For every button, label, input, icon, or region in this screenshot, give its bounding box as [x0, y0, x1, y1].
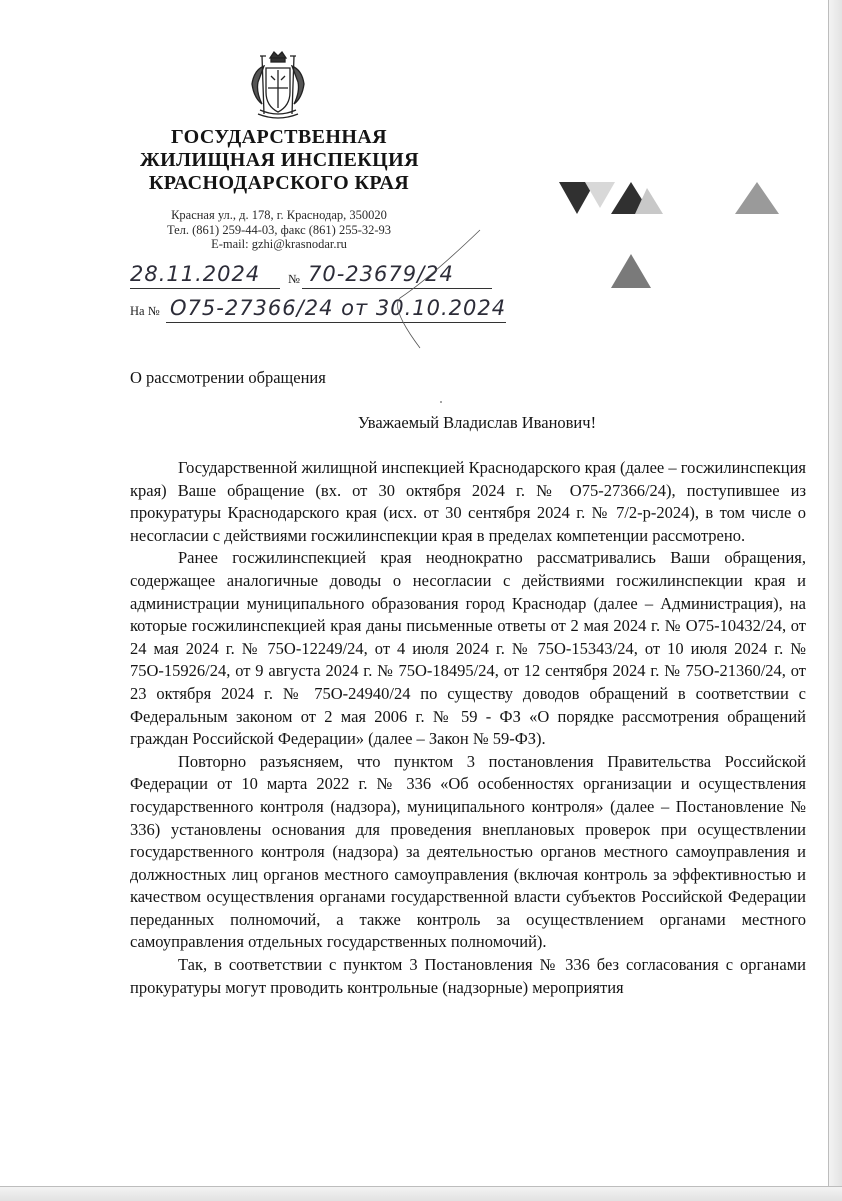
reference-label: На №	[130, 304, 160, 318]
agency-address: Красная ул., д. 178, г. Краснодар, 350020	[171, 208, 387, 222]
reference-number: О75-27366/24 от 30.10.2024	[170, 296, 507, 320]
letter-body	[130, 457, 806, 999]
paragraph: Так, в соответствии с пунктом 3 Постановления № 336 без согласования с органами прокуратуры могут проводить контрольные (надзорные) мероприятия	[130, 955, 806, 997]
agency-name	[140, 126, 418, 195]
agency-email: E-mail: gzhi@krasnodar.ru	[211, 237, 347, 251]
agency-name-line-1: ГОСУДАРСТВЕННАЯ	[171, 126, 387, 148]
scan-edge-bottom	[0, 1186, 842, 1201]
letter-subject: О рассмотрении обращения	[130, 368, 326, 387]
date-underline	[130, 288, 280, 289]
letter-greeting: Уважаемый Владислав Иванович!	[357, 413, 597, 432]
handwriting-stroke	[280, 228, 500, 358]
outgoing-number-label: №	[288, 272, 300, 286]
paragraph: Повторно разъясняем, что пунктом 3 постановления Правительства Российской Федерации от 10 марта 2022 г. № 336 «Об особенностях организации и осуществления государственного контроля (надзора), муниципального контроля» (далее – Постановление № 336) установлены основания для проведения внеплановых проверок при осуществлении государственного контроля (надзора) за деятельностью органов местного самоуправления и должностных лиц органов местного самоуправления (включая контроль за эффективностью и качеством осуществления органами государственной власти субъектов Российской Федерации переданных полномочий, а также контроль за осуществлением органами местного самоуправления отдельных государственных полномочий).	[130, 751, 806, 952]
agency-phone: Тел. (861) 259-44-03, факс (861) 255-32-93	[166, 222, 392, 237]
scan-speck	[440, 401, 442, 403]
scan-edge-right	[828, 0, 842, 1200]
outgoing-date: 28.11.2024	[130, 262, 261, 286]
agency-name-line-2: ЖИЛИЩНАЯ ИНСПЕКЦИЯ	[140, 149, 419, 171]
redaction-mark	[735, 182, 779, 214]
outgoing-number: 70-23679/24	[308, 262, 454, 286]
agency-name-line-3: КРАСНОДАРСКОГО КРАЯ	[148, 172, 410, 194]
paragraph: Государственной жилищной инспекцией Краснодарского края (далее – госжилинспекция края) Ваше обращение (вх. от 30 октября 2024 г. № О75-27366/24), поступившее из прокуратуры Краснодарского края (исх. от 30 сентября 2024 г. № 7/2-р-2024), в том числе о несогласии с действиями госжилинспекции края в пределах компетенции рассмотрено.	[130, 458, 806, 545]
redaction-mark	[611, 254, 651, 288]
coat-of-arms-icon	[246, 48, 310, 122]
registration-block	[130, 258, 530, 358]
paragraph: Ранее госжилинспекцией края неоднократно рассматривались Ваши обращения, содержащее аналогичные доводы о несогласии с действиями госжилинспекции края и администрации муниципального образования город Краснодар (далее – Администрация), на которые госжилинспекцией края даны письменные ответы от 2 мая 2024 г. № О75-10432/24, от 24 мая 2024 г. № 75О-12249/24, от 4 июля 2024 г. № 75О-15343/24, от 10 июля 2024 г. № 75О-15926/24, от 9 августа 2024 г. № 75О-18495/24, от 12 сентября 2024 г. № 75О-21360/24, от 23 октября 2024 г. № 75О-24940/24 по существу доводов обращений в соответствии с Федеральным законом от 2 мая 2006 г. № 59 - ФЗ «О порядке рассмотрения обращений граждан Российской Федерации» (далее – Закон № 59-ФЗ).	[130, 548, 806, 749]
redaction-mark	[585, 182, 615, 208]
redaction-marks	[555, 178, 795, 298]
